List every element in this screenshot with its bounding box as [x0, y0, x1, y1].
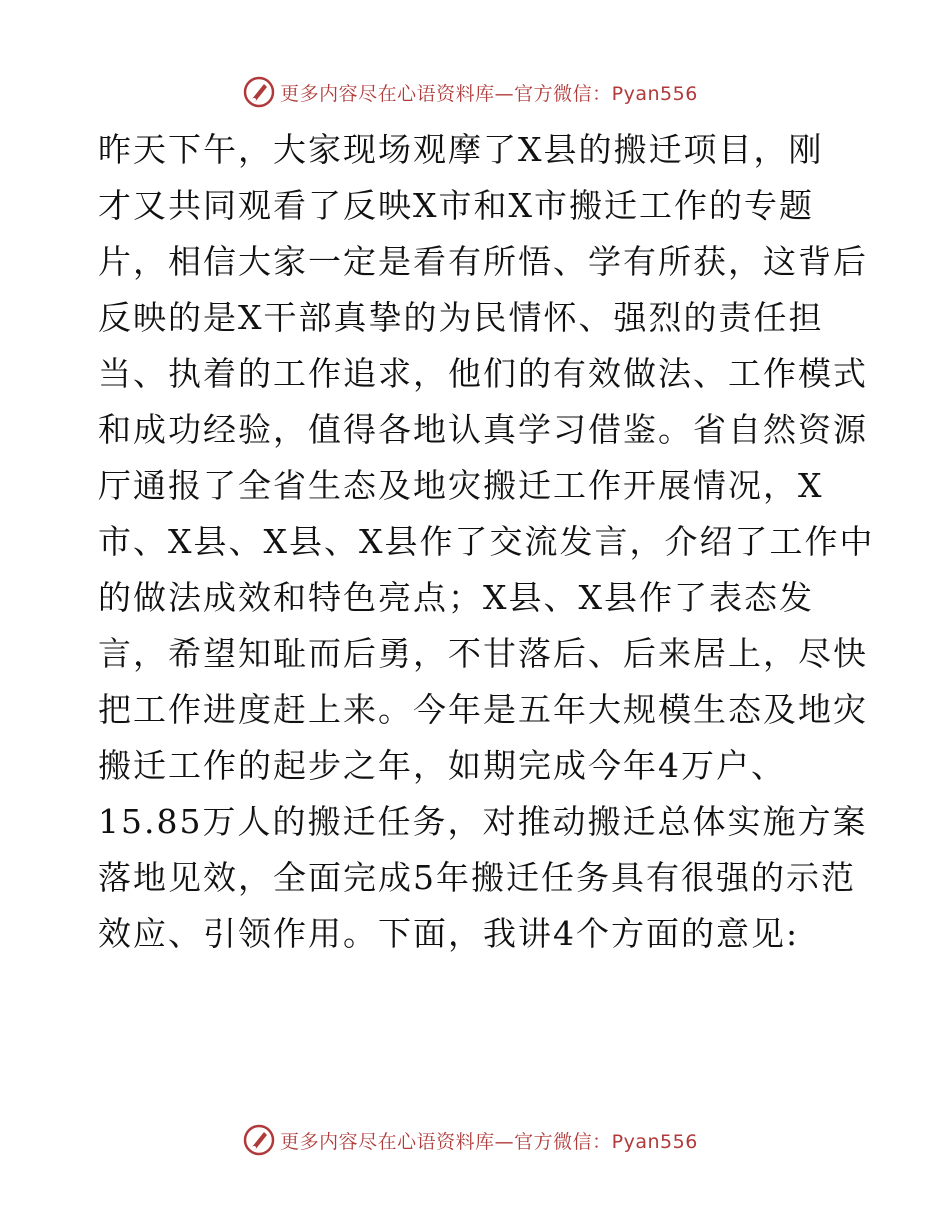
body-line-2: 才又共同观看了反映X市和X市搬迁工作的专题	[98, 186, 814, 225]
footer-banner-text: 更多内容尽在心语资料库—官方微信：Pyan556	[280, 1130, 698, 1153]
body-line-3: 片，相信大家一定是看有所悟、学有所获，这背后	[98, 242, 868, 281]
footer-banner-inner	[242, 1123, 698, 1157]
body-line-8: 市、X县、X县、X县作了交流发言，介绍了工作中	[98, 522, 875, 561]
footer-watermark-banner	[0, 1120, 950, 1160]
pen-nib-logo-icon	[242, 75, 276, 109]
body-line-1: 昨天下午，大家现场观摩了X县的搬迁项目，刚	[98, 130, 824, 169]
document-body	[98, 122, 875, 962]
body-line-14: 落地见效，全面完成5年搬迁任务具有很强的示范	[98, 858, 856, 897]
body-line-5: 当、执着的工作追求，他们的有效做法、工作模式	[98, 354, 868, 393]
pen-nib-logo-icon	[242, 1123, 276, 1157]
body-line-13: 15.85万人的搬迁任务，对推动搬迁总体实施方案	[98, 802, 868, 841]
body-line-9: 的做法成效和特色亮点；X县、X县作了表态发	[98, 578, 814, 617]
header-banner-inner	[242, 75, 698, 109]
body-line-10: 言，希望知耻而后勇，不甘落后、后来居上，尽快	[98, 634, 868, 673]
body-line-12: 搬迁工作的起步之年，如期完成今年4万户、	[98, 746, 786, 785]
header-watermark-banner	[0, 72, 950, 112]
body-line-15: 效应、引领作用。下面，我讲4个方面的意见:	[98, 914, 800, 953]
body-line-7: 厅通报了全省生态及地灾搬迁工作开展情况，X	[98, 466, 824, 505]
header-banner-text: 更多内容尽在心语资料库—官方微信：Pyan556	[280, 82, 698, 105]
body-line-6: 和成功经验，值得各地认真学习借鉴。省自然资源	[98, 410, 868, 449]
body-line-4: 反映的是X干部真挚的为民情怀、强烈的责任担	[98, 298, 824, 337]
body-line-11: 把工作进度赶上来。今年是五年大规模生态及地灾	[98, 690, 868, 729]
